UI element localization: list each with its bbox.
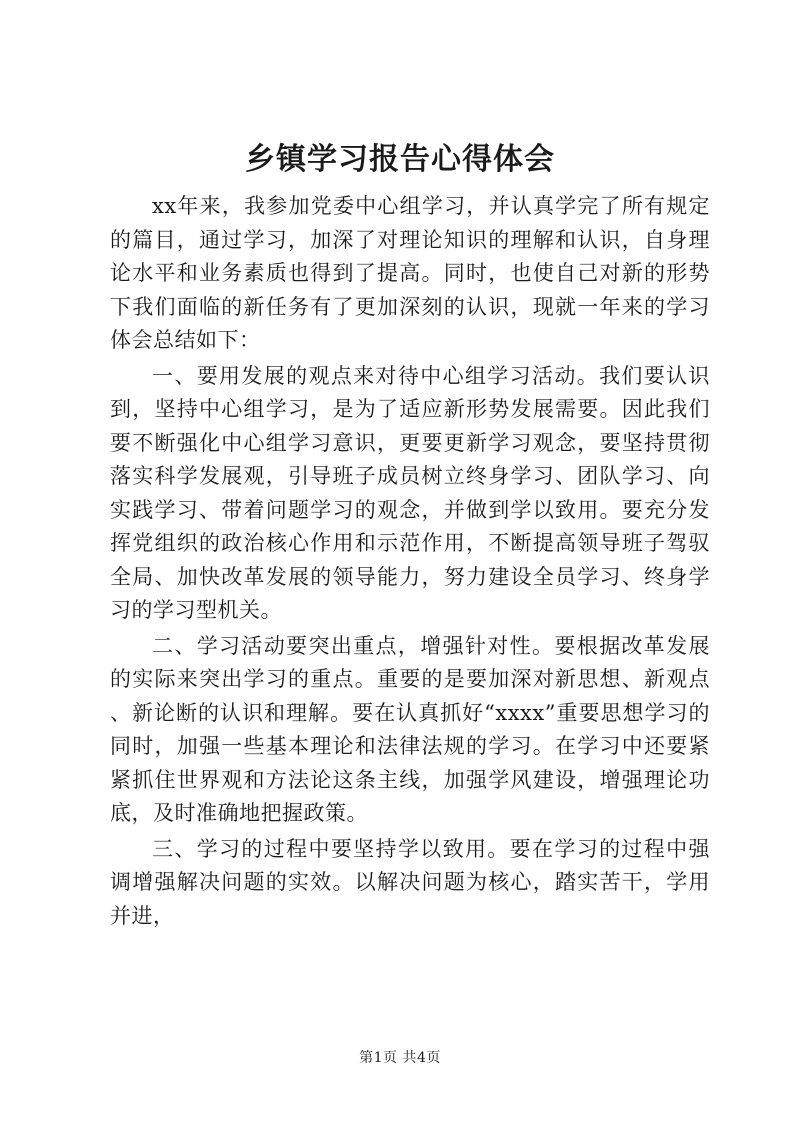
document-title: 乡镇学习报告心得体会 (245, 142, 555, 177)
page-footer: 第1页 共4页 (359, 1050, 441, 1066)
paragraph-intro: xx年来，我参加党委中心组学习，并认真学完了所有规定的篇目，通过学习，加深了对理论知识的理解和认识，自身理论水平和业务素质也得到了提高。同时，也使自己对新的形势下我们面临的新任务有了更加深刻的认识，现就一年来的学习体会总结如下： (110, 194, 710, 352)
paragraph-section-1: 一、要用发展的观点来对待中心组学习活动。我们要认识到，坚持中心组学习，是为了适应新形势发展需要。因此我们要不断强化中心组学习意识，更要更新学习观念，要坚持贯彻落实科学发展观，引导班子成员树立终身学习、团队学习、向实践学习、带着问题学习的观念，并做到学以致用。要充分发挥党组织的政治核心作用和示范作用，不断提高领导班子驾驭全局、加快改革发展的领导能力，努力建设全员学习、终身学习的学习型机关。 (110, 363, 710, 622)
paragraph-section-2: 二、学习活动要突出重点，增强针对性。要根据改革发展的实际来突出学习的重点。重要的是要加深对新思想、新观点、新论断的认识和理解。要在认真抓好“xxxx”重要思想学习的同时，加强一些基本理论和法律法规的学习。在学习中还要紧紧抓住世界观和方法论这条主线，加强学风建设，增强理论功底，及时准确地把握政策。 (110, 633, 710, 825)
document-body (110, 190, 710, 933)
paragraph-section-3: 三、学习的过程中要坚持学以致用。要在学习的过程中强调增强解决问题的实效。以解决问题为核心，踏实苦干，学用并进， (110, 836, 710, 928)
